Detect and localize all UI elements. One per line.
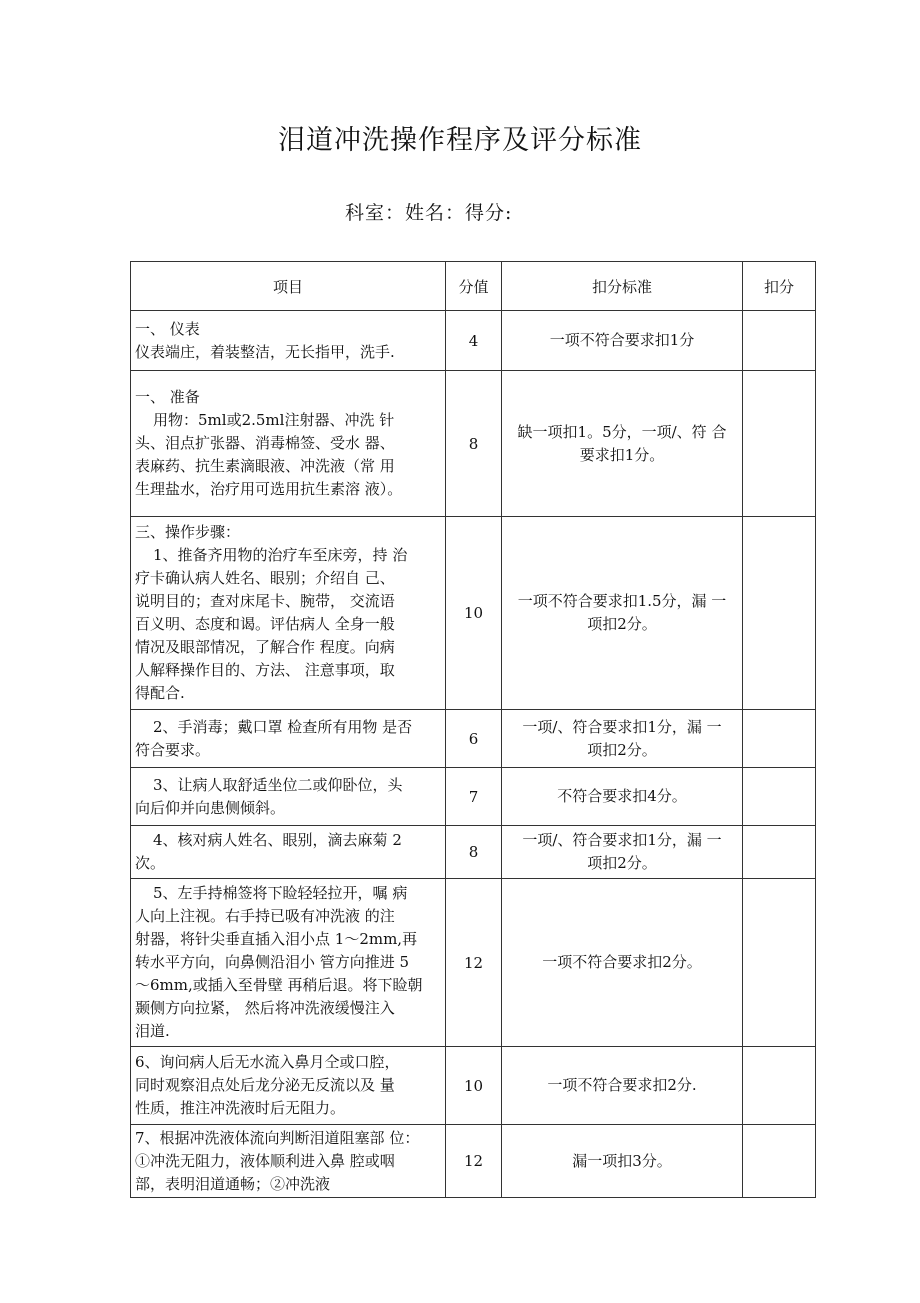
table-header-row [131,262,816,311]
criteria-cell [502,879,743,1047]
item-line: 同时观察泪点处后龙分泌无反流以及 量 [135,1076,395,1094]
form-header-fields: 科室：姓名：得分: [345,202,513,224]
criteria-line: 一项不符合要求扣2分。 [542,953,702,971]
item-cell [131,710,446,768]
item-line: 仪表端庄，着装整洁，无长指甲，洗手. [135,342,395,361]
item-line: 情况及眼部情况，了解合作 程度。向病 [135,638,395,656]
table-row [131,710,816,768]
deduction-cell[interactable] [743,826,816,879]
item-line: 1、推备齐用物的治疗车至床旁，持 治 [153,546,408,564]
score-cell: 7 [446,768,502,826]
score-cell: 10 [446,517,502,710]
deduction-cell[interactable] [743,768,816,826]
item-line: 一、 仪表 [135,319,200,338]
deduction-cell[interactable] [743,1047,816,1125]
criteria-cell [502,1047,743,1125]
item-line: 性质，推注冲洗液时后无阻力。 [135,1099,346,1117]
criteria-cell [502,768,743,826]
criteria-line: 缺一项扣1。5分，一项/、符 合 [517,422,727,441]
score-cell: 12 [446,1125,502,1198]
criteria-cell [502,371,743,517]
item-line: ①冲洗无阻力，液体顺利进入鼻 腔或咽 [135,1151,395,1170]
table-row [131,311,816,371]
criteria-line: 项扣2分。 [587,854,657,872]
criteria-cell [502,311,743,371]
item-line: 符合要求。 [135,740,211,759]
item-line: 人向上注视。右手持已吸有冲洗液 的注 [135,907,395,925]
criteria-line: 不符合要求扣4分。 [557,787,687,805]
item-cell [131,1125,446,1198]
item-line: 转水平方向，向鼻侧沿泪小 管方向推进 5 [135,953,410,971]
criteria-cell [502,1125,743,1198]
criteria-line: 一项不符合要求扣1分 [549,331,695,349]
deduction-cell[interactable] [743,1125,816,1198]
item-line: 颞侧方向拉紧， 然后将冲洗液缓慢注入 [135,999,395,1017]
criteria-line: 一项/、符合要求扣1分，漏 一 [522,717,722,736]
criteria-line: 漏一项扣3分。 [572,1151,672,1170]
item-cell [131,311,446,371]
item-line: 6、询问病人后无水流入鼻月仝或口腔， [135,1053,400,1071]
header-deduction: 扣分 [743,262,816,311]
item-line: 7、根据冲洗液体流向判断泪道阻塞部 位： [135,1128,420,1147]
table-row [131,826,816,879]
table-row [131,879,816,1047]
item-line: 5、左手持棉签将下睑轻轻拉开，嘱 病 [153,884,408,902]
item-line: 4、核对病人姓名、眼别，滴去麻菊 2 [153,831,402,849]
header-score: 分值 [446,262,502,311]
item-line: 疗卡确认病人姓名、眼别；介绍自 己、 [135,569,395,587]
item-cell [131,879,446,1047]
score-cell: 6 [446,710,502,768]
criteria-line: 一项不符合要求扣2分. [547,1076,697,1094]
item-line: 用物：5ml或2.5ml注射器、冲洗 针 [153,411,395,429]
criteria-line: 一项不符合要求扣1.5分，漏 一 [517,592,727,610]
item-cell [131,371,446,517]
item-cell [131,768,446,826]
criteria-cell [502,710,743,768]
criteria-line: 要求扣1分。 [579,445,665,464]
item-line: 射器，将针尖垂直插入泪小点 1～2mm,再 [135,930,418,948]
deduction-cell[interactable] [743,710,816,768]
criteria-line: 一项/、符合要求扣1分，漏 一 [522,831,722,849]
item-line: 向后仰并向患侧倾斜。 [135,798,286,817]
criteria-line: 项扣2分。 [587,615,657,633]
header-item: 项目 [131,262,446,311]
deduction-cell[interactable] [743,879,816,1047]
item-cell [131,826,446,879]
item-line: 一、 准备 [135,388,200,406]
score-cell: 8 [446,826,502,879]
item-line: 生理盐水，治疗用可选用抗生素溶 液）。 [135,480,403,498]
header-criteria: 扣分标准 [502,262,743,311]
item-line: 三、操作步骤： [135,523,241,541]
item-line: ～6mm,或插入至骨壁 再稍后退。将下睑朝 [135,976,423,994]
table-row [131,1047,816,1125]
item-line: 次。 [135,854,166,872]
item-line: 泪道. [135,1022,170,1040]
item-line: 部，表明泪道通畅；②冲洗液 [135,1174,331,1193]
table-row [131,371,816,517]
criteria-line: 项扣2分。 [587,740,657,759]
item-line: 头、泪点扩张器、消毒棉签、受水 器、 [135,434,395,452]
item-line: 人解释操作目的、方法、 注意事项，取 [135,661,395,679]
item-line: 2、手消毒；戴口罩 检查所有用物 是否 [153,717,413,736]
item-line: 说明目的；查对床尾卡、腕带， 交流语 [135,592,395,610]
table-row [131,517,816,710]
item-cell [131,1047,446,1125]
page-title: 泪道冲洗操作程序及评分标准 [278,125,642,156]
deduction-cell[interactable] [743,371,816,517]
score-cell: 4 [446,311,502,371]
table-row [131,1125,816,1198]
deduction-cell[interactable] [743,517,816,710]
criteria-cell [502,826,743,879]
item-line: 表麻药、抗生素滴眼液、冲洗液（常 用 [135,457,395,475]
score-cell: 10 [446,1047,502,1125]
item-line: 得配合. [135,684,185,702]
score-cell: 12 [446,879,502,1047]
deduction-cell[interactable] [743,311,816,371]
scoring-table [130,261,816,1198]
item-line: 百义明、态度和谒。评估病人 全身一般 [135,615,395,633]
score-cell: 8 [446,371,502,517]
item-cell [131,517,446,710]
item-line: 3、让病人取舒适坐位二或仰卧位，头 [153,775,403,794]
criteria-cell [502,517,743,710]
table-row [131,768,816,826]
